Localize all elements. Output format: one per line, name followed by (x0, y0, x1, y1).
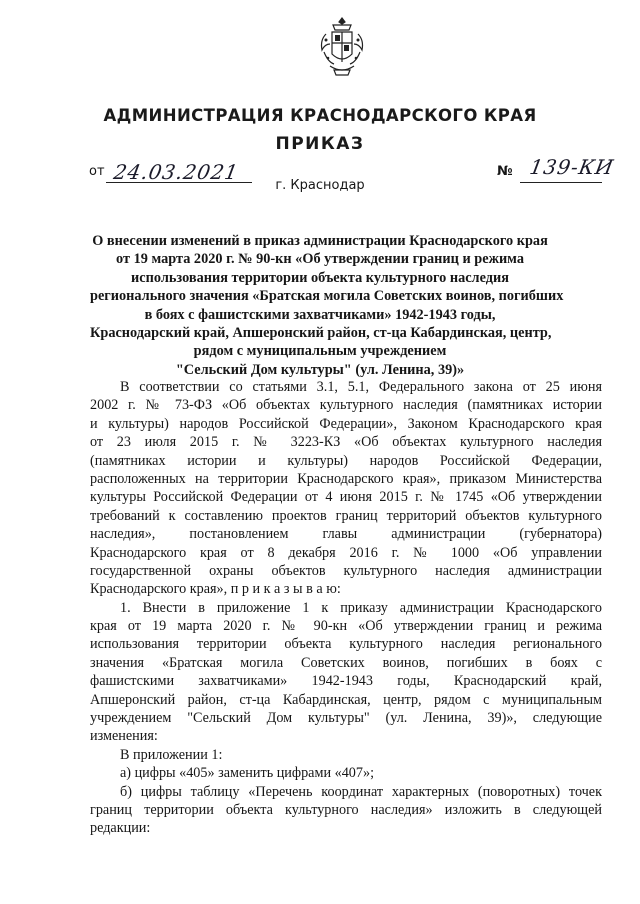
date-label: от (89, 164, 105, 179)
body-line: Краснодарского края от 8 декабря 2016 г. № 1000 «Об управлении (90, 544, 602, 561)
body-line: государственной охраны объектов культурного наследия администрации (90, 562, 602, 579)
order-body (90, 378, 602, 838)
body-line: учреждением "Сельский Дом культуры" (ул. Ленина, 39)», следующие (90, 710, 602, 727)
body-line: 2002 г. № 73-ФЗ «Об объектах культурного наследия (памятниках истории (90, 397, 602, 414)
body-line: использования территории объекта культурного наследия регионального (90, 636, 602, 653)
body-line: Краснодарского края», п р и к а з ы в а ю: (90, 581, 341, 598)
title-line: регионального значения «Братская могила Советских воинов, погибших (90, 288, 564, 305)
body-line: значения «Братская могила Советских воинов, погибших в боях с (90, 654, 602, 671)
title-line: О внесении изменений в приказ администрации Краснодарского края (92, 233, 548, 249)
body-line: б) цифры таблицу «Перечень координат характерных (поворотных) точек (120, 783, 602, 800)
body-line: границ территории объекта культурного наследия» изложить в следующей (90, 801, 602, 818)
body-line: Апшеронский район, ст-ца Кабардинская, центр, рядом с муниципальным (90, 691, 602, 708)
title-line: в боях с фашистскими захватчиками» 1942-1943 годы, (144, 306, 496, 323)
document-type: ПРИКАЗ (275, 134, 365, 154)
title-line: от 19 марта 2020 г. № 90-кн «Об утверждении границ и режима (116, 251, 524, 268)
body-line: В приложении 1: (120, 746, 223, 763)
body-line: и культуры) народов Российской Федерации», Законом Краснодарского края (90, 415, 602, 432)
body-line: а) цифры «405» заменить цифрами «407»; (120, 765, 375, 782)
body-line: изменения: (90, 728, 158, 745)
agency-name: АДМИНИСТРАЦИЯ КРАСНОДАРСКОГО КРАЯ (103, 106, 537, 125)
handwritten-date: 24.03.2021 (111, 160, 241, 184)
body-line: редакции: (90, 820, 151, 837)
body-line: края от 19 марта 2020 г. № 90-кн «Об утверждении границ и режима (90, 618, 602, 635)
body-line: культуры Российской Федерации от 4 июня 2015 г. № 1745 «Об утверждении (90, 489, 602, 506)
order-title (90, 232, 564, 379)
city-line: г. Краснодар (275, 178, 365, 193)
handwritten-number: 139-КИ (527, 155, 616, 179)
body-line: фашистскими захватчиками» 1942-1943 годы, Краснодарский край, (90, 673, 602, 690)
title-line: Краснодарский край, Апшеронский район, ст-ца Кабардинская, центр, (90, 325, 552, 342)
coat-of-arms-icon (318, 16, 366, 80)
body-line: 1. Внести в приложение 1 к приказу администрации Краснодарского (120, 599, 602, 616)
body-line: (памятниках истории и культуры) народов Российской Федерации, (90, 452, 602, 469)
body-line: от 23 июля 2015 г. № 3223-КЗ «Об объектах культурного наследия (90, 434, 602, 451)
body-line: наследия», постановлением главы администрации (губернатора) (90, 526, 602, 543)
title-line: "Сельский Дом культуры" (ул. Ленина, 39)» (175, 361, 465, 378)
body-line: расположенных на территории Краснодарского края», приказом Министерства (90, 470, 602, 487)
title-line: использования территории объекта культурного наследия (131, 269, 509, 286)
body-line: В соответствии со статьями 3.1, 5.1, Федерального закона от 25 июня (120, 379, 602, 395)
body-line: требований к составлению проектов границ территорий объектов культурного (90, 507, 602, 524)
number-label: № (497, 164, 513, 179)
title-line: рядом с муниципальным учреждением (193, 343, 447, 360)
